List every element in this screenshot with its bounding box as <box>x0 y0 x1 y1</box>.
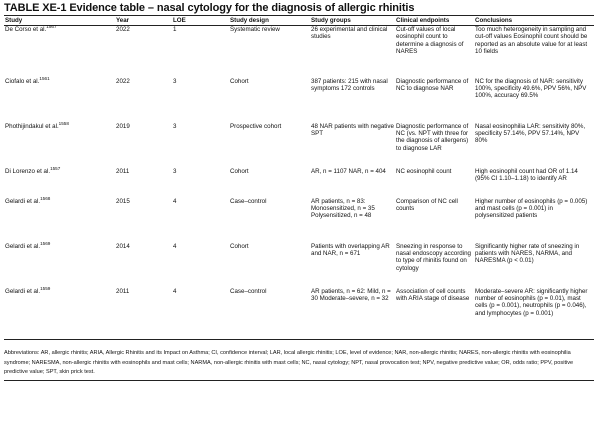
cell-year: 2019 <box>116 122 130 130</box>
cell-year: 2011 <box>116 167 130 175</box>
study-name: Ciofalo et al. <box>5 77 40 85</box>
cell-loe: 3 <box>173 167 177 175</box>
study-name: Gelardi et al. <box>5 197 41 205</box>
cell-design: Cohort <box>230 167 249 175</box>
table-row <box>4 198 594 243</box>
cell-groups: AR patients, n = 62: Mild, n = 30 Moderate–severe, n = 32 <box>310 288 395 340</box>
cell-endpoints: Sneezing in response to nasal endoscopy according to type of rhinitis found on cytology <box>396 242 471 272</box>
evidence-table <box>4 15 594 340</box>
cell-study <box>4 195 115 246</box>
cell-year: 2011 <box>115 288 172 340</box>
study-name: Phothijindakul et al. <box>5 122 59 130</box>
cell-loe: 4 <box>173 197 177 205</box>
cell-year: 2022 <box>116 77 130 85</box>
table-row <box>4 123 594 168</box>
cell-endpoints: Diagnostic performance of NC to diagnose NAR <box>396 77 469 92</box>
header-conclusions: Conclusions <box>474 16 594 26</box>
cell-groups: AR, n = 1107 NAR, n = 404 <box>311 167 386 175</box>
cell-conclusions: Higher number of eosinophils (p = 0.005) and mast cells (p = 0.001) in polysensitized patients <box>475 197 588 220</box>
cell-study <box>4 240 115 291</box>
cell-groups: 387 patients: 215 with nasal symptoms 172 controls <box>311 77 388 92</box>
reference-number: 1567 <box>46 23 57 29</box>
cell-loe: 4 <box>173 242 177 250</box>
cell-design: Case–control <box>229 288 310 340</box>
cell-endpoints: Association of cell counts with ARIA stage of disease <box>395 288 474 340</box>
table-row <box>4 243 594 288</box>
header-clinical-endpoints: Clinical endpoints <box>395 16 474 26</box>
table-row <box>4 26 594 78</box>
cell-conclusions: Nasal eosinophilia LAR: sensitivity 80%, specificity 57.14%, PPV 57.14%, NPV 80% <box>475 122 586 145</box>
cell-year: 2015 <box>116 197 130 205</box>
cell-conclusions: Moderate–severe AR: significantly higher number of eosinophils (p = 0.01), mast cells (p = 0.001), neutrophils (p = 0.046), and lymphocytes (p = 0.001) <box>474 288 594 340</box>
header-row <box>4 16 594 26</box>
study-name: De Corso et al. <box>5 26 47 33</box>
cell-conclusions: Too much heterogeneity in sampling and cut-off values Eosinophil count should be reported as an absolute value for at least 10 fields <box>475 26 588 56</box>
reference-number: 1557 <box>50 165 61 171</box>
cell-groups: AR patients, n = 83: Monosensitized, n = 35 Polysensitized, n = 48 <box>311 197 375 220</box>
cell-loe: 4 <box>172 288 229 340</box>
cell-year: 2014 <box>116 242 130 250</box>
cell-design: Systematic review <box>230 26 280 33</box>
table-title: TABLE XE-1 Evidence table – nasal cytology for the diagnosis of allergic rhinitis <box>4 2 415 14</box>
header-study: Study <box>4 16 115 26</box>
cell-endpoints: NC eosinophil count <box>396 167 452 175</box>
cell-loe: 3 <box>173 122 177 130</box>
header-study-design: Study design <box>229 16 310 26</box>
cell-loe: 1 <box>173 26 177 33</box>
header-study-groups: Study groups <box>310 16 395 26</box>
reference-number: 1568 <box>40 195 51 201</box>
header-loe: LOE <box>172 16 229 26</box>
table-row <box>4 168 594 198</box>
cell-endpoints: Cut-off values of local eosinophil count to determine a diagnosis of NARES <box>396 26 464 56</box>
cell-design: Case–control <box>230 197 267 205</box>
cell-design: Cohort <box>230 242 249 250</box>
reference-number: 1569 <box>40 240 51 246</box>
cell-loe: 3 <box>173 77 177 85</box>
reference-number: 1559 <box>40 285 51 291</box>
cell-conclusions: NC for the diagnosis of NAR: sensitivity 100%, specificity 49.6%, PPV 56%, NPV 100%, accuracy 69.5% <box>475 77 587 100</box>
reference-number: 1561 <box>39 75 50 81</box>
study-name: Gelardi et al. <box>5 242 41 250</box>
cell-endpoints: Comparison of NC cell counts <box>396 197 458 212</box>
cell-study <box>4 285 115 340</box>
study-name: Di Lorenzo et al. <box>5 167 51 175</box>
header-year: Year <box>115 16 172 26</box>
cell-design: Prospective cohort <box>230 122 282 130</box>
abbreviations-footnote: Abbreviations: AR, allergic rhinitis; ARIA, Allergic Rhinitis and its Impact on Asthma; CI, confidence interval; LAR, local allergic rhinitis; LOE, level of evidence; NAR, non-allergic rhinitis; NARES, non-allergic rhinitis with eosinophilia syndrome; NARESMA, non-allergic rhinitis with eosinophils and mast cells; NARMA, non-allergic rhinitis with mast cells; NC, nasal cytology; NPT, nasal provocation test; NPV, negative predictive value; OR, odds ratio; PPV, positive predictive value; SPT, skin prick test. <box>4 349 594 381</box>
cell-endpoints: Diagnostic performance of NC (vs. NPT with three for the diagnosis of allergens) to diagnose LAR <box>396 122 469 152</box>
cell-design: Cohort <box>230 77 249 85</box>
table-row <box>4 78 594 123</box>
cell-groups: 48 NAR patients with negative SPT <box>311 122 394 137</box>
reference-number: 1558 <box>58 120 69 126</box>
cell-groups: 26 experimental and clinical studies <box>311 26 388 41</box>
cell-conclusions: Significantly higher rate of sneezing in patients with NARES, NARMA, and NARESMA (p < 0.01) <box>475 242 580 265</box>
cell-year: 2022 <box>116 26 130 33</box>
study-name: Gelardi et al. <box>5 287 41 295</box>
cell-groups: Patients with overlapping AR and NAR, n = 671 <box>311 242 390 257</box>
cell-conclusions: High eosinophil count had OR of 1.14 (95% CI 1.10–1.18) to identify AR <box>475 167 578 182</box>
table-row <box>4 288 594 340</box>
